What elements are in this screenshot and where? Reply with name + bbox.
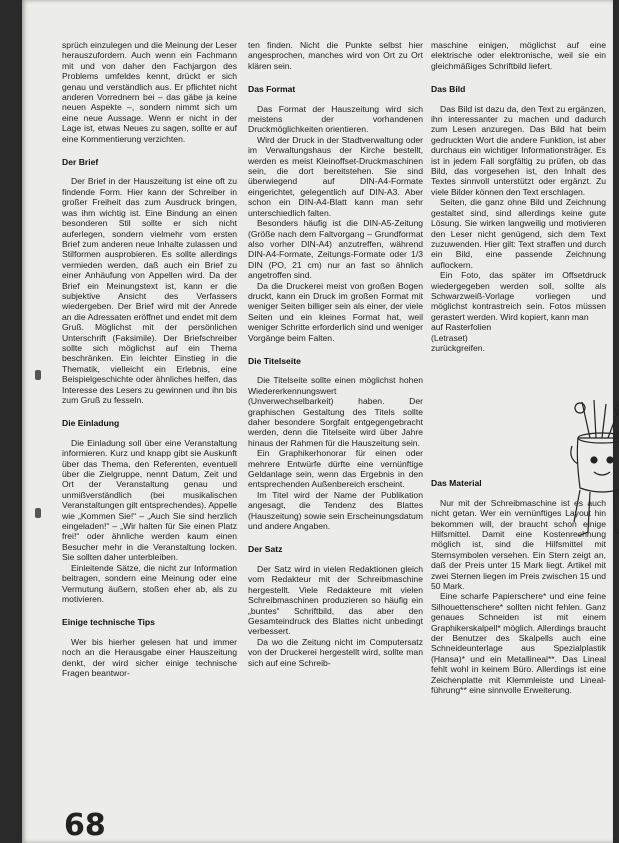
paragraph: Die Titelseite sollte einen möglichst hohen Wiedererkennungswert (Unverwechselbarkeit) haben. Der graphischen Gestaltung des Titels sollte daher besondere Sorgfalt entgegengebracht werden, denn die Titelseite wird über Jahre hinaus der Rahmen für die Hauszeitung sein. bbox=[248, 375, 423, 448]
paragraph: Der Satz wird in vielen Redaktionen gleich vom Redakteur mit der Schreibmaschine hergestellt. Viele Redakteure mit vielen Schreibmaschinen produzieren so häufig ein „buntes“ Schriftbild, das aber den Gesamteindruck des Blattes nicht unbedingt verbessert. bbox=[248, 563, 423, 637]
paragraph: Wer bis hierher gelesen hat und immer noch an die Herausgabe einer Hauszeitung denkt, der wird sicher einige technische Fragen beantwor- bbox=[62, 636, 237, 678]
section-heading-einladung: Die Einladung bbox=[62, 418, 120, 429]
section-heading-brief: Der Brief bbox=[62, 157, 99, 168]
section-heading-material: Das Material bbox=[431, 478, 482, 489]
section-heading-satz: Der Satz bbox=[248, 544, 283, 555]
section-heading-titelseite: Die Titelseite bbox=[248, 355, 301, 366]
section-heading-tips: Einige technische Tips bbox=[62, 617, 155, 628]
page-number: 68 bbox=[64, 808, 106, 843]
paragraph: Ein Foto, das später im Offsetdruck wiedergegeben werden soll, sollte als Schwarzweiß-Vorlage vorliegen und möglichst kontrastreich sein. Fotos müssen gerastert werden. Wird kopiert, kann man bbox=[431, 270, 606, 322]
paragraph: Das Format der Hauszeitung wird sich meistens der vorhandenen Druckmöglichkeiten orientieren. bbox=[248, 103, 423, 135]
paragraph: maschine einigen, möglichst auf eine elektrische oder elektronische, weil sie ein gleichmäßiges Schriftbild liefert. bbox=[431, 40, 606, 71]
paragraph: Besonders häufig ist die DIN-A5-Zeitung (Größe nach dem Faltvorgang – Grundformat also vorher DIN-A4) anzutreffen, während DIN-A4-Formate, Zeitungs-Formate oder 1/3 DIN (PO, 21 cm) nur an fast so ähnlich angetroffen sind. bbox=[248, 218, 423, 281]
magazine-page bbox=[22, 0, 613, 843]
section-heading-bild: Das Bild bbox=[431, 84, 466, 95]
paragraph: Der Brief in der Hauszeitung ist eine oft zu findende Form. Hier kann der Schreiber in großer Freiheit das zum Ausdruck bringen, was ihm wichtig ist. Eine Bindung an einen besonderen Stil sollte er sich nicht auferlegen, sondern vielmehr vom ersten Brief zum anderen neue Inhalte zulassen und Stilformen ausprobieren. Es sollte allerdings vermieden werden, daß auch ein Brief zu einer Anhäufung von Appellen wird. Da der Brief ein Meinungstext ist, kann er die subjektive Ansicht des Verfassers wiedergeben. Der Brief wird mit der Anrede an die Adressaten eröffnet und endet mit dem Gruß. Möglichst mit der persönlichen Unterschrift (Faksimile). Der Briefschreiber sollte sich möglichst auf ein Thema beschränken. Ein leichter Einstieg in die Thematik, vielleicht ein Erlebnis, eine Beispielgeschichte oder ähnliches helfen, das Interesse des Lesers zu gewinnen und ihn bis zum Gruß zu fesseln. bbox=[62, 176, 237, 405]
paragraph: Da wo die Zeitung nicht im Computersatz von der Druckerei hergestellt wird, sollte man sich auf eine Schreib- bbox=[248, 636, 423, 668]
binding-hole-mark bbox=[35, 370, 41, 380]
paragraph: Eine scharfe Papierschere* und eine feine Silhouettenschere* sollten nicht fehlen. Ganz genaues Schneiden ist mit einem Graphikerskalpell* möglich. Allerdings braucht der Benutzer des Skalpells auch eine Schneideunterlage aus Spezialplastik (Hansa)* und ein Metallineal**. Das Lineal fehlt wohl in keinem Büro. Allerdings ist eine Zeichenplatte mit Klemmleiste und Lineal-führung** eine sinnvolle Erweiterung. bbox=[431, 591, 606, 696]
paragraph: Da die Druckerei meist von großen Bogen druckt, kann ein Druck im großen Format mit weniger Seiten billiger sein als einer, der viele Seiten und ein kleines Format hat, weil weniger Schritte erforderlich sind und weniger Vorgänge beim Falten. bbox=[248, 280, 423, 343]
section-heading-format: Das Format bbox=[248, 84, 296, 95]
paragraph: Im Titel wird der Name der Publikation angesagt, die Tendenz des Blattes (Hauszeitung) sowie sein Erscheinungsdatum und andere Angaben. bbox=[248, 489, 423, 532]
paragraph: Die Einladung soll über eine Veranstaltung informieren. Kurz und knapp gibt sie Auskunft über das Thema, den Referenten, eventuell über die Zielgruppe, nennt Datum, Zeit und Ort der Veranstaltung genau und unmißverständlich (bei musikalischen Veranstaltungen gilt entsprechendes). Appelle wie „Kommen Sie!“ – „Auch Sie sind herzlich eingeladen!“ – „Wir halten für Sie einen Platz frei!“ oder ähnliche werden kaum einen Besucher mehr in die Veranstaltung locken. Sie sollten daher unterbleiben. bbox=[62, 437, 237, 563]
paragraph: ten finden. Nicht die Punkte selbst hier angesprochen, manches wird von Ort zu Ort klären sein. bbox=[248, 40, 423, 71]
paragraph: Nur mit der Schreibmaschine ist es auch nicht getan. Wer ein vernünftiges Layout hin bekommen will, der braucht schon einige Hilfsmittel. Damit eine Kostenrechnung möglich ist, sind die Hilfsmittel mit Sternsymbolen versehen. Ein Stern zeigt an, daß der Preis unter 15 Mark liegt. Artikel mit zwei Sternen liegen im Preis zwischen 15 und 50 Mark. bbox=[431, 497, 606, 592]
column-right bbox=[431, 40, 606, 696]
paragraph: Einleitende Sätze, die nicht zur Information beitragen, sondern eine Meinung oder eine Vermutung äußern, stoßen eher ab, als zu motivieren. bbox=[62, 562, 237, 604]
paragraph: Seiten, die ganz ohne Bild und Zeichnung gestaltet sind, sind allerdings keine gute Lösung. Sie wirken langweilig und motivieren den Leser nicht genügend, sich dem Text zuzuwenden. Hier gilt: Text straffen und durch ein Bild, eine passende Zeichnung auflockern. bbox=[431, 197, 606, 270]
paragraph: Wird der Druck in der Stadtverwaltung oder im Verwaltungshaus der Kirche bestellt, werden es meist Kleinoffset-Druckmaschinen sein, die dort bereitstehen. Sie sind überwiegend auf DIN-A4-Formate eingerichtet, gelegentlich auf DIN-A3. Aber schon ein DIN-A4-Blatt kann man sehr unterschiedlich falten. bbox=[248, 134, 423, 218]
cartoon-pen-holder-illustration bbox=[570, 398, 619, 558]
paragraph: Ein Graphikerhonorar für einen oder mehrere Entwürfe dürfte eine vernünftige Geldanlage sein, wenn das Ergebnis in den entsprechenden Außenbereich erscheint. bbox=[248, 448, 423, 490]
binding-hole-mark bbox=[35, 508, 41, 518]
paragraph-beside-illustration: auf Rasterfolien (Letraset) zurückgreifen. bbox=[431, 322, 492, 353]
column-left bbox=[62, 40, 237, 678]
column-middle bbox=[248, 40, 423, 668]
paragraph: sprüch einzulegen und die Meinung der Leser herauszufordern. Auch wenn ein Fachmann mit und von daher den Fachjargon des Problems umfeldes kennt, drückt er sich genau und verständlich aus. Er pflichtet nicht anderen Vorrednern bei – das gäbe ja keine neuen Aspekte –, sondern nimmt sich um eine neue Aussage. Wenn er nicht in der Lage ist, etwas Neues zu sagen, sollte er auf eine Kommentierung verzichten. bbox=[62, 40, 237, 144]
paragraph: Das Bild ist dazu da, den Text zu ergänzen, ihn interessanter zu machen und dadurch zum Lesen anzuregen. Das Bild hat beim gedruckten Wort die andere Funktion, ist aber durchaus ein wichtiger Informationsträger. Es ist in jedem Fall sorgfältig zu prüfen, ob das Bild, das vorgesehen ist, den Inhalt des Textes sinnvoll unterstützt oder ergänzt. Zu viele Bilder können den Text erschlagen. bbox=[431, 103, 606, 197]
